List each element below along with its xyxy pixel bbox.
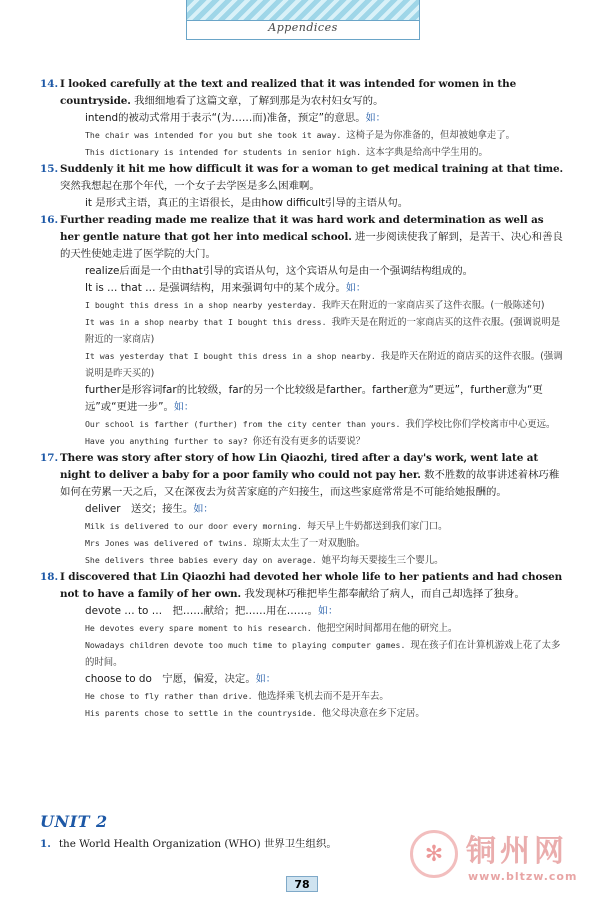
example-chinese: 现在孩子们在计算机游戏上花了太多的时间。 [85,640,561,668]
example-marker: 如： [365,113,386,124]
example-sentence [85,314,564,348]
note-item [40,76,564,161]
banner-pattern [187,0,419,21]
notes-body [40,76,564,722]
example-chinese: 他父母决意在乡下定居。 [321,708,425,719]
note-item [40,569,564,722]
note-line [85,382,564,416]
note-text: intend的被动式常用于表示“(为……而)准备，预定”的意思。 [85,112,366,124]
note-line [85,110,564,127]
example-chinese: 你还有没有更多的话要说？ [252,436,366,447]
item-sentence: I discovered that Lin Qiaozhi had devoted her whole life to her patients and had chosen not to have a family of her own. [60,571,563,600]
site-watermark [410,826,600,892]
item-translation: 进一步阅读使我了解到，是苦干、决心和善良的天性使她走进了医学院的大门。 [60,231,563,260]
note-line [85,671,564,688]
page-number: 78 [286,876,318,892]
note-line [85,280,564,297]
example-marker: 如： [193,504,214,515]
item-number: 15. [40,163,59,175]
note-line [85,501,564,518]
note-text: choose to do 宁愿，偏爱，决定。 [85,673,256,685]
item-translation: 我细细地看了这篇文章，了解到那是为农村妇女写的。 [134,95,384,107]
appendices-banner [186,0,420,40]
item-sentence-line [60,76,564,110]
item-sentence-line [60,450,564,501]
example-sentence [85,297,564,314]
example-english: He chose to fly rather than drive. [85,691,253,701]
example-sentence [85,416,564,433]
example-chinese: 他把空闲时间都用在他的研究上。 [316,623,458,634]
example-chinese: 我们学校比你们学校离市中心更远。 [405,419,556,430]
example-english: I bought this dress in a shop nearby yesterday. [85,300,317,310]
example-sentence [85,552,564,569]
example-chinese: 这本字典是给高中学生用的。 [365,147,488,158]
item-sentence: Suddenly it hit me how difficult it was for a woman to get medical training at that time. [60,163,564,175]
example-sentence [85,705,564,722]
example-chinese: 我是昨天在附近的商店买的这件衣服。(强调说明是昨天买的) [85,351,563,379]
example-chinese: 这椅子是为你准备的，但却被她拿走了。 [346,130,516,141]
note-item [40,212,564,450]
note-item [40,450,564,569]
example-sentence [85,518,564,535]
example-chinese: 琼斯太太生了一对双胞胎。 [252,538,366,549]
note-text: devote … to … 把……献给；把……用在……。 [85,605,318,617]
example-sentence [85,348,564,382]
note-line [85,603,564,620]
example-english: Mrs Jones was delivered of twins. [85,538,248,548]
example-chinese: 我昨天是在附近的一家商店买的这件衣服。(强调说明是附近的一家商店) [85,317,561,345]
item-sentence-line [60,212,564,263]
unit-item-term: the World Health Organization (WHO) [58,838,261,850]
example-english: It was in a shop nearby that I bought this dress. [85,317,327,327]
example-sentence [85,144,564,161]
item-translation: 我发现林巧稚把毕生都奉献给了病人，而自己却选择了独身。 [244,588,525,600]
example-sentence [85,433,564,450]
note-text: it 是形式主语，真正的主语很长，是由how difficult引导的主语从句。 [85,197,409,209]
example-english: The chair was intended for you but she took it away. [85,130,342,140]
item-sentence: I looked carefully at the text and realized that it was intended for women in the countryside. [60,78,517,107]
example-sentence [85,535,564,552]
watermark-logo-icon: ✻ [410,830,458,878]
example-english: Milk is delivered to our door every morning. [85,521,302,531]
item-sentence: Further reading made me realize that it was hard work and determination as well as her gentle nature that got her into medical school. [60,214,544,243]
example-sentence [85,620,564,637]
example-english: She delivers three babies every day on average. [85,555,317,565]
example-english: Our school is farther (further) from the city center than yours. [85,419,401,429]
note-text: realize后面是一个由that引导的宾语从句，这个宾语从句是由一个强调结构组成的。 [85,265,474,277]
item-translation: 数不胜数的故事讲述着林巧稚如何在劳累一天之后，又在深夜去为贫苦家庭的产妇接生，而这些家庭常常是不可能给她报酬的。 [60,469,560,498]
example-sentence [85,637,564,671]
example-marker: 如： [345,283,366,294]
example-english: Have you anything further to say? [85,436,248,446]
item-sentence: There was story after story of how Lin Qiaozhi, tired after a day's work, went late at night to deliver a baby for a poor family who could not pay her. [60,452,539,481]
note-item [40,161,564,212]
item-translation: 突然我想起在那个年代，一个女子去学医是多么困难啊。 [60,180,320,192]
example-english: His parents chose to settle in the countryside. [85,708,317,718]
unit-heading: UNIT 2 [40,812,108,831]
watermark-url: www.bltzw.com [468,870,578,883]
note-text: further是形容词far的比较级，far的另一个比较级是farther。farther意为“更远”，further意为“更远”或“更进一步”。 [85,384,543,413]
unit-item [40,836,337,853]
example-sentence [85,127,564,144]
example-chinese: 他选择乘飞机去而不是开车去。 [257,691,389,702]
example-english: Nowadays children devote too much time to playing computer games. [85,640,406,650]
note-text: deliver 送交；接生。 [85,503,194,515]
example-english: It was yesterday that I bought this dress in a shop nearby. [85,351,376,361]
note-line [85,195,564,212]
item-number: 18. [40,571,59,583]
note-text: It is … that … 是强调结构，用来强调句中的某个成分。 [85,282,346,294]
example-marker: 如： [317,606,338,617]
unit-item-translation: 世界卫生组织。 [264,838,337,850]
unit-item-number: 1. [40,838,51,850]
example-english: He devotes every spare moment to his research. [85,623,312,633]
item-number: 17. [40,452,59,464]
item-sentence-line [60,569,564,603]
example-sentence [85,688,564,705]
example-chinese: 我昨天在附近的一家商店买了这件衣服。(一般陈述句) [321,300,545,311]
watermark-name: 铜州网 [466,834,568,869]
item-sentence-line [60,161,564,195]
example-marker: 如： [173,402,194,413]
example-marker: 如： [255,674,276,685]
example-chinese: 她平均每天要接生三个婴儿。 [321,555,444,566]
note-line [85,263,564,280]
item-number: 14. [40,78,59,90]
example-english: This dictionary is intended for students in senior high. [85,147,362,157]
page-header-title: Appendices [268,21,338,34]
item-number: 16. [40,214,59,226]
example-chinese: 每天早上牛奶都送到我们家门口。 [306,521,448,532]
